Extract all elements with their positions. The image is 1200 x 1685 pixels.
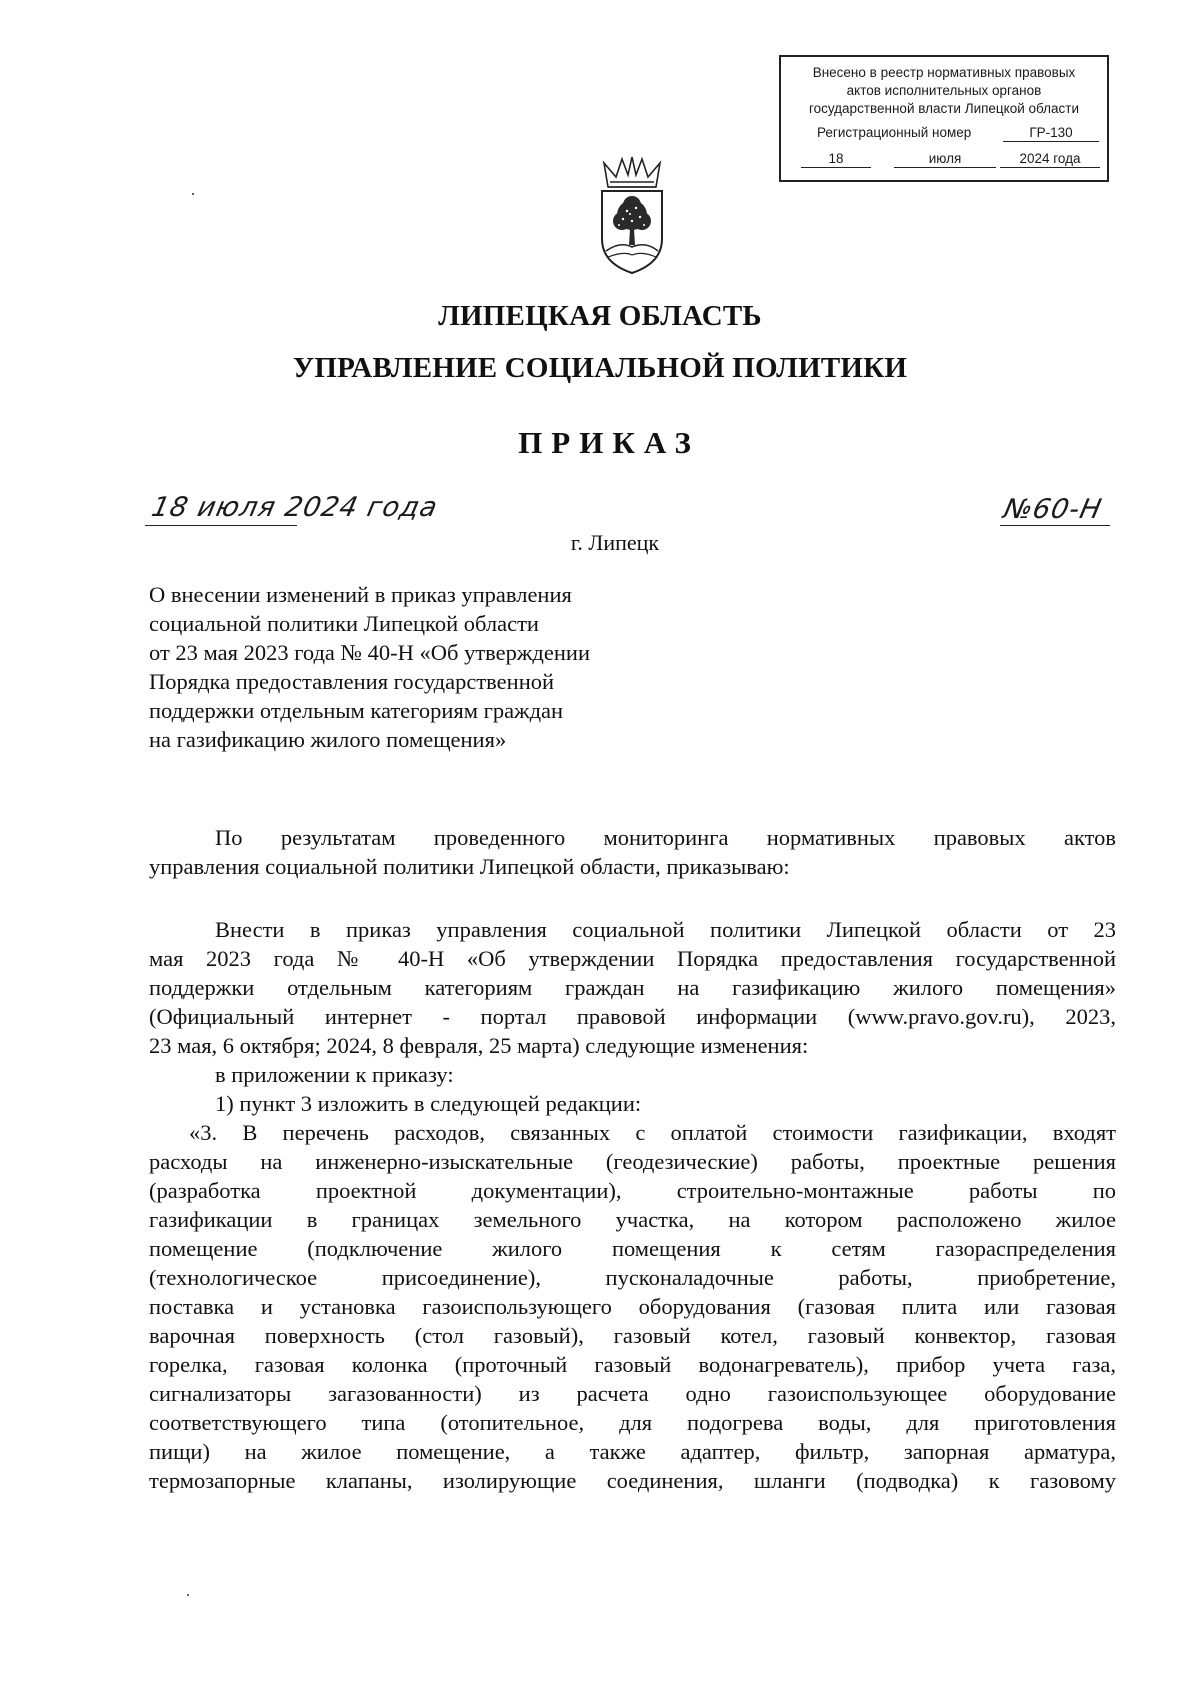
text-line: расходы на инженерно-изыскательные (геодезические) работы, проектные решения [149, 1149, 1116, 1174]
subject-line: О внесении изменений в приказ управления [149, 582, 572, 607]
city-name: г. Липецк [570, 530, 660, 555]
subject-line: от 23 мая 2023 года № 40-Н «Об утверждении [149, 640, 590, 665]
text-line: Внести в приказ управления социальной политики Липецкой области от 23 [215, 917, 1116, 942]
number-underline [1000, 525, 1110, 526]
subject-line: поддержки отдельным категориям граждан [149, 698, 564, 723]
stamp-line-1: Внесено в реестр нормативных правовых [812, 65, 1076, 80]
scan-speck [187, 1594, 189, 1596]
registry-stamp [779, 55, 1109, 182]
department-title: УПРАВЛЕНИЕ СОЦИАЛЬНОЙ ПОЛИТИКИ [292, 352, 908, 384]
stamp-date-month: июля [894, 151, 996, 168]
stamp-registration-number: ГР-130 [1003, 125, 1099, 142]
stamp-line-3: государственной власти Липецкой области [808, 101, 1080, 116]
subject-line: Порядка предоставления государственной [149, 669, 555, 694]
stamp-date-day: 18 [801, 151, 871, 168]
text-line: 23 мая, 6 октября; 2024, 8 февраля, 25 марта) следующие изменения: [149, 1033, 809, 1058]
text-line: (технологическое присоединение), пусконаладочные работы, приобретение, [149, 1265, 1116, 1290]
text-line: управления социальной политики Липецкой области, приказываю: [149, 854, 790, 879]
text-line: «3. В перечень расходов, связанных с оплатой стоимости газификации, входят [189, 1120, 1116, 1145]
order-subject [149, 580, 709, 754]
date-underline [145, 525, 297, 526]
scan-speck [192, 193, 194, 195]
text-line: помещение (подключение жилого помещения к сетям газораспределения [149, 1236, 1116, 1261]
text-line: 1) пункт 3 изложить в следующей редакции: [215, 1091, 642, 1116]
text-line: поставка и установка газоиспользующего оборудования (газовая плита или газовая [149, 1294, 1116, 1319]
text-line: (разработка проектной документации), строительно-монтажные работы по [149, 1178, 1116, 1203]
text-line: горелка, газовая колонка (проточный газовый водонагреватель), прибор учета газа, [149, 1352, 1116, 1377]
coat-of-arms-icon [594, 155, 670, 275]
stamp-date-year: 2024 года [1000, 151, 1100, 168]
text-line: соответствующего типа (отопительное, для подогрева воды, для приготовления [149, 1410, 1116, 1435]
text-line: поддержки отдельным категориям граждан на газификацию жилого помещения» [149, 975, 1116, 1000]
preamble-paragraph [149, 823, 1116, 881]
text-line: в приложении к приказу: [215, 1062, 454, 1087]
text-line: По результатам проведенного мониторинга нормативных правовых актов [215, 825, 1116, 850]
text-line: мая 2023 года № 40-Н «Об утверждении Порядка предоставления государственной [149, 946, 1116, 971]
subject-line: социальной политики Липецкой области [149, 611, 539, 636]
document-type-title: ПРИКАЗ [518, 425, 700, 460]
text-line: (Официальный интернет - портал правовой информации (www.pravo.gov.ru), 2023, [149, 1004, 1116, 1029]
text-line: сигнализаторы загазованности) из расчета одно газоиспользующее оборудование [149, 1381, 1116, 1406]
handwritten-date: 18 июля 2024 года [148, 492, 441, 523]
text-line: термозапорные клапаны, изолирующие соединения, шланги (подводка) к газовому [149, 1468, 1116, 1493]
region-title: ЛИПЕЦКАЯ ОБЛАСТЬ [438, 300, 762, 332]
text-line: варочная поверхность (стол газовый), газовый котел, газовый конвектор, газовая [149, 1323, 1116, 1348]
text-line: газификации в границах земельного участка, на котором расположено жилое [149, 1207, 1116, 1232]
handwritten-number: №60-Н [1000, 494, 1105, 525]
text-line: пищи) на жилое помещение, а также адаптер, фильтр, запорная арматура, [149, 1439, 1116, 1464]
subject-line: на газификацию жилого помещения» [149, 727, 507, 752]
stamp-line-2: актов исполнительных органов [846, 83, 1042, 98]
stamp-registration-label: Регистрационный номер [817, 125, 972, 140]
order-paragraph [149, 915, 1116, 1495]
